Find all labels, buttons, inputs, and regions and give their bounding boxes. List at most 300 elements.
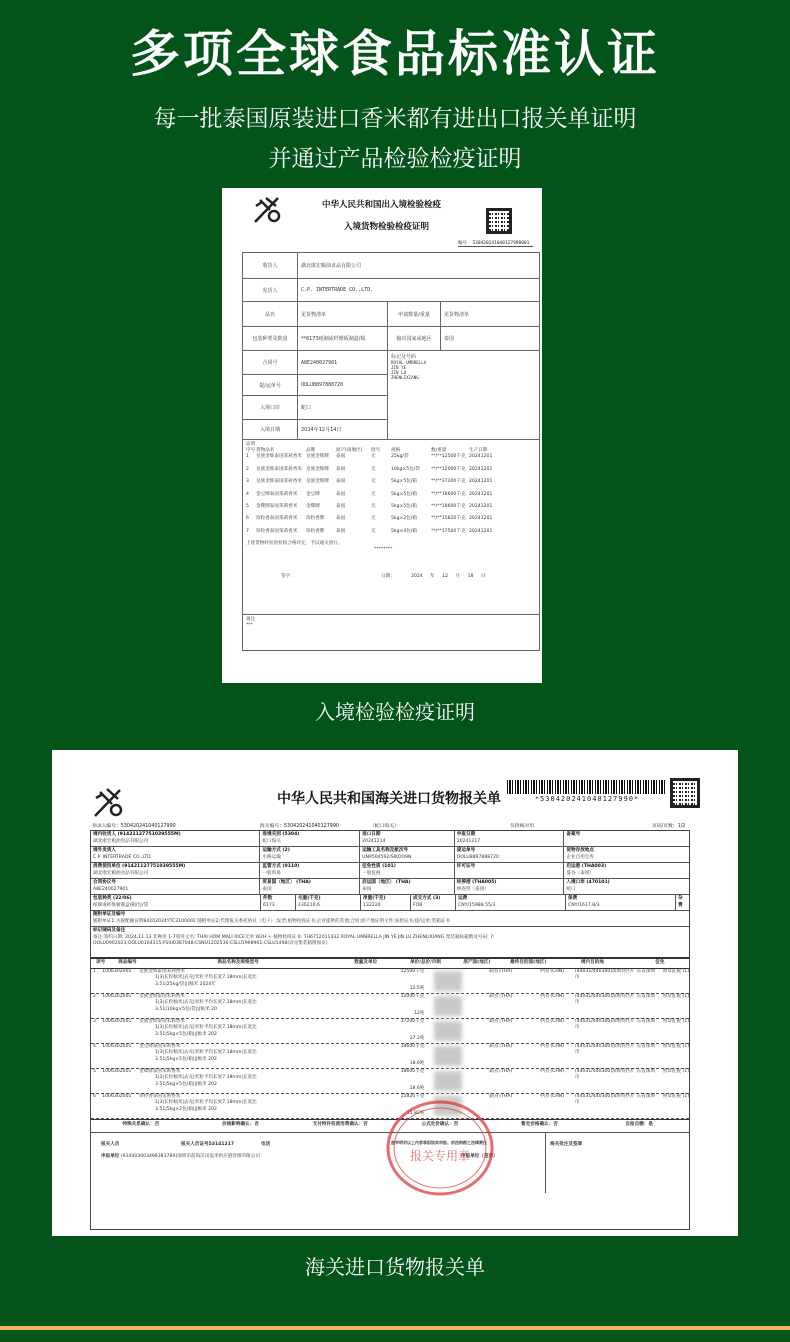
cert-caption: 入境检验检疫证明 bbox=[315, 700, 475, 724]
field-label: 进口日期 bbox=[362, 832, 381, 837]
mark: JIN YE bbox=[391, 365, 407, 370]
customs-title: 中华人民共和国海关进口货物报关单 bbox=[277, 791, 501, 807]
column-label: 商品名称及规格型号 bbox=[217, 960, 259, 965]
barcode-text: *530420241040127990* bbox=[534, 795, 640, 803]
cell: 泰国 bbox=[336, 491, 346, 497]
field-value: 湖北康宏粮油食品有限公司 bbox=[93, 838, 149, 844]
form-cell bbox=[296, 895, 361, 910]
column-label: 单价/总价/币制 bbox=[410, 960, 441, 965]
form-cell bbox=[360, 879, 455, 894]
form-cell bbox=[455, 831, 565, 846]
cell: **/**18600千克 bbox=[431, 491, 466, 497]
marks-label: 标记及号码 bbox=[391, 354, 417, 360]
cell: 3 bbox=[246, 479, 249, 485]
item-place: (44031/440300)深圳特区/广东省深圳市 bbox=[574, 1068, 656, 1081]
cell: 皇族金辉牌 bbox=[306, 454, 329, 460]
field-label: 消费使用单位 (91421127751039555M) bbox=[93, 864, 186, 869]
item-destination: 中国 (CHN) bbox=[539, 1018, 565, 1024]
gold-divider bbox=[0, 1326, 790, 1330]
marks-line-2: OOLU0902023;OOLU0164315;FSIU0387048;CSNU1202536;CSLU1998961;CSLU1498(详见集装箱附加页) bbox=[93, 941, 328, 946]
item-qty-cell bbox=[351, 1044, 425, 1068]
customs-emblem-icon bbox=[92, 786, 126, 818]
sign-label: 签字： bbox=[281, 573, 295, 579]
cell: 7 bbox=[246, 528, 249, 534]
item-place: (44031/440300)深圳特区/广东省深圳市 bbox=[574, 968, 656, 981]
cell: 无 bbox=[371, 516, 376, 522]
confirm-item: 暂定价格确认：否 bbox=[521, 1122, 558, 1128]
goods-row bbox=[91, 1069, 689, 1094]
cell: 5kg×4包/箱 bbox=[391, 528, 418, 534]
form-cell bbox=[91, 879, 260, 894]
field-label: 包装种类 (22/06) bbox=[93, 896, 132, 901]
field-value: 泰国 bbox=[262, 886, 272, 892]
column-label: 征免 bbox=[655, 960, 665, 965]
cell: **/**17500千克 bbox=[431, 528, 466, 534]
form-cell bbox=[360, 831, 455, 846]
goods-column-header bbox=[110, 959, 144, 968]
ciq-emblem-icon bbox=[252, 194, 284, 224]
cert-item-row bbox=[246, 479, 536, 491]
field-label: 许可证号 bbox=[456, 864, 476, 869]
form-cell bbox=[260, 847, 360, 862]
cell: **/**12500千克 bbox=[431, 454, 466, 460]
cert-item-row bbox=[246, 467, 536, 479]
item-name: 皇族金辉泰国茉莉香米 bbox=[139, 968, 185, 974]
cell: 货物品名 bbox=[256, 448, 275, 454]
confirm-item: 特殊关系确认：否 bbox=[122, 1122, 160, 1128]
field-label: 境内收货人 (91421127751039555M) bbox=[93, 832, 181, 837]
item-code: 1006302001 bbox=[102, 1093, 132, 1099]
marks-cell bbox=[388, 351, 540, 440]
form-cell bbox=[564, 847, 689, 862]
form-row bbox=[91, 863, 689, 879]
item-name-cell bbox=[139, 994, 351, 1018]
form-cell bbox=[676, 895, 689, 910]
cell: 金鹭牌泰国茉莉香米 bbox=[256, 503, 298, 509]
cell: 泰国 bbox=[336, 503, 346, 509]
item-spec: 3.51|5kg×5包/箱|||籼米 202 bbox=[155, 1081, 217, 1087]
unit-label: 申报单位 bbox=[101, 1153, 120, 1159]
item-no: 2 bbox=[93, 993, 96, 999]
item-origin: 泰国 (THA) bbox=[488, 1043, 513, 1049]
cell: **/**15820千克 bbox=[431, 516, 466, 522]
field-value: 20241217 bbox=[456, 838, 481, 844]
phone-label: 电话 bbox=[261, 1141, 271, 1147]
entry-port-value: 蛇口 bbox=[298, 396, 388, 420]
form-cell bbox=[564, 863, 689, 878]
item-no: 1 bbox=[93, 968, 96, 974]
field-label: 货物存放地点 bbox=[566, 848, 594, 853]
cell: 皇族金辉牌 bbox=[306, 466, 329, 472]
unit-seal-label: 申报单位（签章） bbox=[461, 1153, 498, 1159]
field-label: 经停港 (THA005) bbox=[456, 880, 497, 885]
prerecord-number: 预录入编号：530420241040127990 bbox=[92, 824, 176, 829]
field-label: 进境关别 (5304) bbox=[262, 832, 300, 837]
unit-value: (91440300349838378X)深圳市前海沃田盈米供应链管理有限公司 bbox=[120, 1153, 260, 1159]
stamp-text: 报关专用章 bbox=[409, 1149, 471, 1163]
form-cell bbox=[360, 847, 455, 862]
field-value: 一般征税 bbox=[362, 870, 381, 876]
item-name: 皇族金辉泰国茉莉香米 bbox=[139, 993, 185, 999]
field-value: 蛇口海关 bbox=[262, 838, 281, 844]
form-cell bbox=[455, 863, 565, 878]
cert-item-row bbox=[246, 504, 536, 516]
cert-item-row bbox=[246, 516, 536, 528]
inspection-certificate bbox=[222, 188, 542, 683]
customs-number: 海关编号：530420241040127990 bbox=[260, 824, 339, 829]
field-value: 泰国 bbox=[362, 886, 372, 892]
item-spec: 1|3|长粒籼米|去壳|米粒平均长度7.18mm|长宽比 bbox=[155, 1075, 257, 1081]
contract-value: A8E240027901 bbox=[298, 351, 388, 375]
confirm-item: 自报自缴：是 bbox=[625, 1122, 653, 1128]
goods-row bbox=[91, 969, 689, 994]
cell-label: 入境口岸 bbox=[243, 396, 298, 420]
item-spec: 1|3|长粒籼米|去壳|米粒平均长度7.18mm|长宽比 bbox=[155, 1025, 257, 1031]
goods-column-header bbox=[631, 959, 689, 968]
item-qty-ton: 18.6吨 bbox=[409, 1060, 425, 1066]
cell: 20241201 bbox=[469, 466, 493, 472]
column-label: 商品编号 bbox=[118, 960, 137, 965]
field-value: CNY/1617.8/3 bbox=[568, 902, 600, 908]
form-cell bbox=[360, 863, 455, 878]
cell: 数/重量 bbox=[431, 448, 447, 454]
item-qty: 18600千克 bbox=[400, 1068, 425, 1074]
cell: **/**37200千克 bbox=[431, 479, 466, 485]
item-no: 3 bbox=[93, 1018, 96, 1024]
cell: 泰国 bbox=[336, 516, 346, 522]
item-qty: 12500千克 bbox=[400, 968, 425, 974]
cell-label: 品名 bbox=[243, 302, 298, 327]
goods-column-header bbox=[91, 959, 110, 968]
page-number: 页码/页数：1/2 bbox=[652, 824, 686, 829]
item-qty-ton: 12.5吨 bbox=[409, 985, 425, 991]
field-label: 启运国（地区） (THA) bbox=[362, 880, 411, 885]
item-destination: 中国 (CHN) bbox=[539, 1068, 565, 1074]
customs-stamp bbox=[385, 1098, 495, 1198]
form-cell bbox=[260, 879, 360, 894]
item-name: 金豆牌泰国茉莉香米 bbox=[139, 1043, 181, 1049]
item-origin: 泰国 (THA) bbox=[488, 1093, 513, 1099]
cell-label: 包装种类及数量 bbox=[243, 327, 298, 351]
column-label: 项号 bbox=[96, 960, 106, 965]
subtitle-line-2: 并通过产品检验检疫证明 bbox=[268, 146, 522, 172]
cell-label: 输出国家或地区 bbox=[388, 327, 441, 351]
item-spec: 3.51|5kg×5包/箱|||籼米 202 bbox=[155, 1056, 217, 1062]
field-value: 林查班（泰国） bbox=[456, 886, 489, 892]
column-label: 原产国(地区) bbox=[463, 960, 491, 965]
field-label: 启运港 (THA003) bbox=[566, 864, 607, 869]
field-label: 运输工具名称及航次号 bbox=[362, 848, 409, 853]
field-value: 136210.6 bbox=[298, 902, 320, 908]
cell: 泰国 bbox=[336, 479, 346, 485]
cell: 规格 bbox=[391, 448, 401, 454]
field-label: 监管方式 (0110) bbox=[262, 864, 300, 869]
form-cell bbox=[564, 831, 689, 846]
field-value: 一般贸易 bbox=[262, 870, 281, 876]
confirm-item: 支付特许权使用费确认：否 bbox=[312, 1122, 368, 1128]
item-qty-ton: 12吨 bbox=[413, 1010, 425, 1016]
marks-line-1: 备注:签约日期: 2024.11.13 非种用 1-7项英文名: THAI HOM MALI RICE无米 W2H + 植物检疫证书: TH6712011432 ROYAL UMBRELLA JIN YE JIN LU ZHENLIXIANG 集装箱标箱数及号码: 7: bbox=[93, 934, 495, 940]
item-code: 1006302001 bbox=[102, 1068, 132, 1074]
goods-row bbox=[91, 1044, 689, 1069]
form-cell bbox=[411, 895, 456, 910]
docs-label: 随附单证及编号 bbox=[93, 912, 126, 917]
item-name-cell bbox=[139, 1069, 351, 1093]
conclusion-text: 上述货物经检验检疫合格评定，予以通关放行。 bbox=[246, 541, 343, 547]
subtitle-line-1: 每一批泰国原装进口香米都有进出口报关单证明 bbox=[153, 106, 637, 132]
quantity-value: 见货物清单 bbox=[441, 302, 540, 327]
cell: 生产日期 bbox=[469, 448, 488, 454]
cell: **/**18600千克 bbox=[431, 503, 466, 509]
cell-label: 提/运单号 bbox=[243, 375, 298, 396]
blurred-price bbox=[434, 1071, 462, 1091]
mark: ROYAL UMBRELLA bbox=[391, 360, 427, 365]
item-name-cell bbox=[139, 969, 351, 993]
item-origin: 泰国 (THA) bbox=[488, 993, 513, 999]
item-tax: 照章征税 (1) bbox=[662, 993, 689, 999]
form-cell bbox=[91, 847, 260, 862]
remark-label: 备注 bbox=[246, 617, 256, 622]
item-qty: 15820千克 bbox=[400, 1093, 425, 1099]
item-name: 皇族金辉泰国茉莉香米 bbox=[139, 1018, 185, 1024]
item-tax: 照章征税 (1) bbox=[662, 968, 689, 974]
cell: 4 bbox=[246, 491, 249, 497]
cell: 无 bbox=[371, 528, 376, 534]
item-code: 1006302001 bbox=[102, 1043, 132, 1049]
item-code: 1006302001 bbox=[102, 993, 132, 999]
cell: 无 bbox=[371, 503, 376, 509]
cert-number: 530420241040127990001 bbox=[472, 241, 530, 246]
item-spec: 3.51|5kg×2包/箱|||籼米 202 bbox=[155, 1106, 217, 1112]
item-name-cell bbox=[139, 1094, 351, 1118]
form-cell bbox=[261, 895, 296, 910]
item-name: 金鹭牌泰国茉莉香米 bbox=[139, 1068, 181, 1074]
field-label: 件数 bbox=[263, 896, 273, 901]
item-spec: 3.51|5kg×5包/箱|||籼米 202 bbox=[155, 1031, 217, 1037]
cert-info-table bbox=[242, 252, 540, 651]
item-qty: 12000千克 bbox=[400, 993, 425, 999]
form-cell bbox=[91, 863, 260, 878]
field-label: 运费 bbox=[458, 896, 468, 901]
item-spec: 3.51|25kg/袋|||籼米 2024年 bbox=[155, 981, 216, 987]
cell: 珍粒香牌 bbox=[306, 516, 325, 522]
blurred-price bbox=[434, 1046, 462, 1066]
form-row bbox=[91, 831, 689, 847]
goods-row bbox=[91, 994, 689, 1019]
item-destination: 中国 (CHN) bbox=[539, 968, 565, 974]
cell: 珍粒香泰国茉莉香米 bbox=[256, 516, 298, 522]
field-value: 纸制或纤维板制盒/箱/包/袋 bbox=[93, 902, 149, 908]
field-value: FOB bbox=[413, 902, 423, 908]
item-name: 珍粒香泰国茉莉香米 bbox=[139, 1093, 181, 1099]
origin-value: 泰国 bbox=[441, 327, 540, 351]
form-cell bbox=[566, 895, 676, 910]
statement: 兹申明对以上内容承担如实申报、依法纳税之法律责任 bbox=[391, 1139, 487, 1145]
cell: 序号 bbox=[246, 448, 256, 454]
item-tax: 照章征税 (1) bbox=[662, 1068, 689, 1074]
cell: 20241201 bbox=[469, 454, 493, 460]
item-place: (44031/440300)深圳特区/广东省深圳市 bbox=[574, 993, 656, 1006]
field-label: 杂费 bbox=[678, 896, 683, 908]
field-value: 20241214 bbox=[362, 838, 386, 844]
field-label: 合同协议号 bbox=[93, 880, 116, 885]
field-value: 132220 bbox=[363, 902, 381, 908]
field-value: UN9504592/SIKOO9N bbox=[362, 854, 412, 860]
item-spec: 1|3|长粒籼米|去壳|米粒平均长度7.18mm|长宽比 bbox=[155, 1100, 257, 1106]
cell: 皇族金辉泰国茉莉香米 bbox=[256, 466, 302, 472]
goods-column-header bbox=[145, 959, 332, 968]
cell-label: 收货人 bbox=[243, 253, 298, 279]
goods-column-header bbox=[503, 959, 554, 968]
form-cell bbox=[564, 879, 689, 894]
product-value: 见货物清单 bbox=[298, 302, 388, 327]
item-spec: 1|3|长粒籼米|去壳|米粒平均长度7.18mm|长宽比 bbox=[155, 1000, 257, 1006]
cell: 原产国(地区) bbox=[336, 448, 363, 454]
field-label: 净重(千克) bbox=[363, 896, 386, 901]
item-spec: 1|3|长粒籼米|去壳|米粒平均长度7.18mm|长宽比 bbox=[155, 975, 257, 981]
declarant-cert: 报关人员证号53141217 bbox=[181, 1141, 235, 1147]
item-tax: 照章征税 (1) bbox=[662, 1093, 689, 1099]
cell: 2 bbox=[246, 466, 249, 472]
field-value: OOLU8897888720 bbox=[456, 854, 499, 860]
form-row bbox=[91, 879, 689, 895]
item-qty-cell bbox=[351, 1019, 425, 1043]
field-label: 毛重(千克) bbox=[298, 896, 321, 901]
item-name-cell bbox=[139, 1044, 351, 1068]
cell: 无 bbox=[371, 491, 376, 497]
field-value: A8E240027901 bbox=[93, 886, 129, 892]
proof-cell bbox=[243, 440, 540, 615]
cell: 金豆牌 bbox=[306, 491, 320, 497]
item-qty-cell bbox=[351, 1069, 425, 1093]
remark-value: *** bbox=[246, 623, 253, 629]
field-label: 提运单号 bbox=[456, 848, 476, 853]
item-destination: 中国 (CHN) bbox=[539, 1043, 565, 1049]
bill-value: OOLU8897888720 bbox=[298, 375, 388, 396]
item-destination: 中国 (CHN) bbox=[539, 993, 565, 999]
item-origin: 泰国 (THA) bbox=[488, 1068, 513, 1074]
cell-label: 发货人 bbox=[243, 279, 298, 302]
cert-title-1: 中华人民共和国出入境检验检疫 bbox=[322, 200, 442, 210]
cell: 泰国 bbox=[336, 454, 346, 460]
form-cell bbox=[260, 831, 360, 846]
item-qty-ton: 18.6吨 bbox=[409, 1085, 425, 1091]
customs-caption: 海关进口货物报关单 bbox=[305, 1255, 485, 1279]
cell: 20241201 bbox=[469, 479, 493, 485]
field-label: 成交方式 (3) bbox=[413, 896, 441, 901]
cell: 25kg/袋 bbox=[391, 454, 409, 460]
field-label: 申报日期 bbox=[456, 832, 476, 837]
barcode-icon bbox=[507, 780, 667, 794]
item-code: 1006302001 bbox=[102, 968, 132, 974]
item-no: 4 bbox=[93, 1043, 96, 1049]
cell: 泰国 bbox=[336, 466, 346, 472]
mark: ZHENLIXIANG bbox=[391, 375, 419, 380]
field-value: 6173 bbox=[263, 902, 275, 908]
cell: 20241201 bbox=[469, 516, 493, 522]
item-spec: 3.51|10kg×5包/袋|||籼米 20 bbox=[155, 1006, 217, 1012]
field-value: 湖北康宏粮油食品有限公司 bbox=[93, 870, 149, 876]
cell: 5kg×5包/箱 bbox=[391, 503, 418, 509]
item-origin: 泰国 (THA) bbox=[488, 1018, 513, 1024]
field-value: 蛇口 bbox=[566, 886, 576, 892]
cell: 1 bbox=[246, 454, 249, 460]
cell: 20241201 bbox=[469, 528, 493, 534]
confirm-item: 价格影响确认：否 bbox=[222, 1122, 259, 1128]
item-qty-ton: 15.82吨 bbox=[406, 1110, 425, 1116]
mark: JIN LU bbox=[391, 370, 407, 375]
item-place: (44031/440300)深圳特区/广东省深圳市 bbox=[574, 1043, 656, 1056]
cell: 5kg×5包/箱 bbox=[391, 479, 418, 485]
field-value: 水路运输 bbox=[262, 854, 281, 860]
field-value: 企业自用仓库 bbox=[566, 854, 594, 860]
cell: **/**12000千克 bbox=[431, 466, 466, 472]
goods-row bbox=[91, 1019, 689, 1044]
form-cell bbox=[361, 895, 411, 910]
field-value: 曼谷（泰国） bbox=[566, 870, 594, 876]
item-qty-cell bbox=[351, 969, 425, 993]
item-spec: 1|3|长粒籼米|去壳|米粒平均长度7.18mm|长宽比 bbox=[155, 1050, 257, 1056]
cell: 皇族金辉泰国茉莉香米 bbox=[256, 454, 302, 460]
cell: 品牌 bbox=[306, 448, 316, 454]
field-label: 贸易国（地区） (THA) bbox=[262, 880, 311, 885]
item-name-cell bbox=[139, 1019, 351, 1043]
item-place: (44031/440300)深圳特区/广东省深圳市 bbox=[574, 1018, 656, 1031]
cert-item-row bbox=[246, 492, 536, 504]
cell: 20241201 bbox=[469, 491, 493, 497]
form-cell bbox=[455, 879, 565, 894]
form-cell bbox=[456, 895, 566, 910]
proof-label: 证明 bbox=[246, 442, 256, 447]
cell: 皇族金辉泰国茉莉香米 bbox=[256, 479, 302, 485]
item-qty: 37200千克 bbox=[400, 1018, 425, 1024]
item-no: 6 bbox=[93, 1093, 96, 1099]
form-cell bbox=[91, 895, 261, 910]
cert-date: 2024 年 12 月 18 日 bbox=[411, 573, 486, 579]
confirm-item: 公式定价确认：否 bbox=[421, 1122, 459, 1128]
customs-declaration bbox=[52, 750, 738, 1236]
cell: 金豆牌泰国茉莉香米 bbox=[256, 491, 298, 497]
marks-label: 标记唛码及备注 bbox=[93, 928, 126, 933]
form-cell bbox=[260, 863, 360, 878]
date-label: 日期： bbox=[381, 573, 395, 579]
customs-note-label: 海关批注及签章 bbox=[550, 1141, 583, 1147]
cell: 金鹭牌 bbox=[306, 503, 320, 509]
customs-port: （蛇口海关） bbox=[370, 824, 399, 829]
item-qty-cell bbox=[351, 994, 425, 1018]
cell: 珍粒香牌 bbox=[306, 528, 325, 534]
goods-column-header bbox=[554, 959, 631, 968]
item-tax: 照章征税 (1) bbox=[662, 1018, 689, 1024]
cell: 5kg×5包/箱 bbox=[391, 491, 418, 497]
form-cell bbox=[455, 847, 565, 862]
declarant-label: 报关人员 bbox=[101, 1141, 120, 1147]
cert-item-row bbox=[246, 454, 536, 466]
cell: 6 bbox=[246, 516, 249, 522]
column-label: 最终目的国(地区) bbox=[510, 960, 547, 965]
item-destination: 中国 (CHN) bbox=[539, 1093, 565, 1099]
field-label: 保费 bbox=[568, 896, 578, 901]
cell: 无 bbox=[371, 454, 376, 460]
stars: ******** bbox=[374, 547, 393, 553]
field-label: 入境口岸 (470101) bbox=[566, 880, 610, 885]
verify-note: 仅供核对用 bbox=[510, 824, 534, 829]
consignor-value: C.P. INTERTRADE CO.,LTD. bbox=[298, 279, 540, 302]
field-label: 备案号 bbox=[566, 832, 581, 837]
item-qty: 18600千克 bbox=[400, 1043, 425, 1049]
cell: 无 bbox=[371, 466, 376, 472]
item-origin: 泰国 (THA) bbox=[488, 968, 513, 974]
